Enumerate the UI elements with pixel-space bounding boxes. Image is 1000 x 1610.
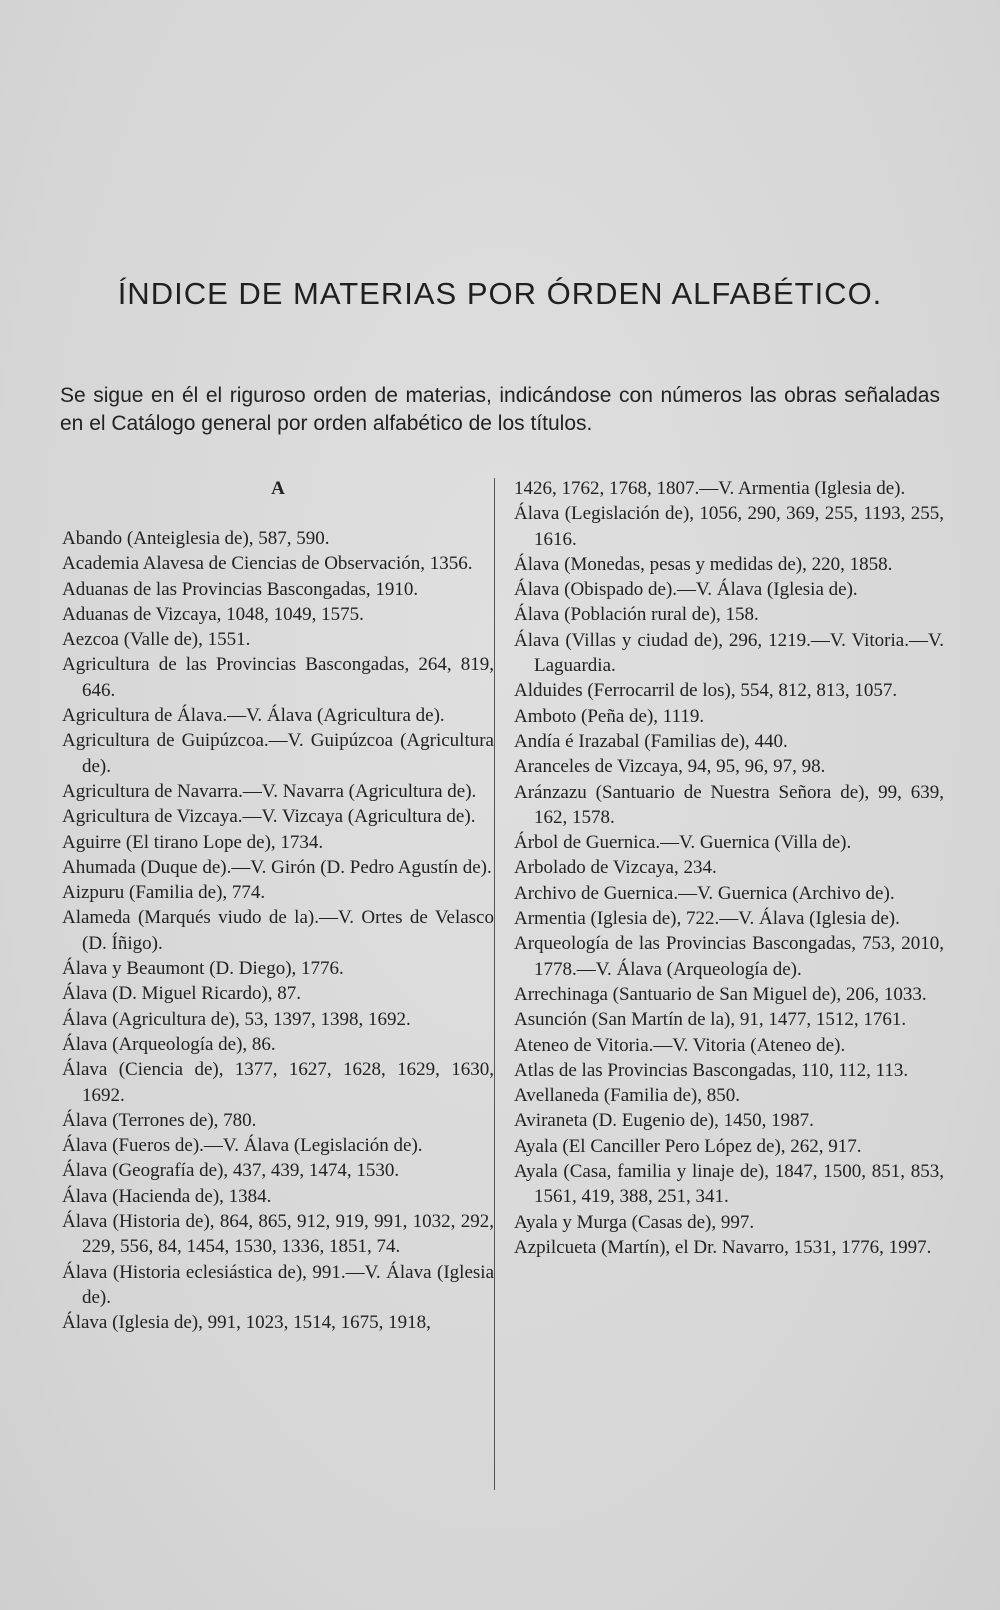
index-entry: Álava (Arqueología de), 86.: [62, 1033, 276, 1055]
index-entry: Álava (Legislación de), 1056, 290, 369, 255, 1193, 255, 1616.: [514, 503, 944, 550]
index-entry: Álava (Población rural de), 158.: [514, 604, 759, 626]
index-entry: Álava (Ciencia de), 1377, 1627, 1628, 1629, 1630, 1692.: [62, 1059, 494, 1106]
index-entry: Agricultura de Vizcaya.—V. Vizcaya (Agricultura de).: [62, 806, 476, 828]
index-entry: Ayala (El Canciller Pero López de), 262, 917.: [514, 1135, 862, 1157]
index-entry: Álava (Fueros de).—V. Álava (Legislación de).: [62, 1135, 423, 1157]
index-entry: Álava (Geografía de), 437, 439, 1474, 1530.: [62, 1160, 400, 1182]
index-entry: Amboto (Peña de), 1119.: [514, 705, 705, 727]
index-entry: Azpilcueta (Martín), el Dr. Navarro, 1531, 1776, 1997.: [514, 1236, 932, 1258]
index-entry: 1426, 1762, 1768, 1807.—V. Armentia (Iglesia de).: [514, 478, 906, 499]
index-entry: Álava (Obispado de).—V. Álava (Iglesia de).: [514, 579, 858, 601]
index-entry: Ayala y Murga (Casas de), 997.: [514, 1211, 755, 1233]
left-column: [62, 476, 494, 1336]
index-entry: Álava (Iglesia de), 991, 1023, 1514, 1675, 1918,: [62, 1312, 431, 1334]
index-entry: Álava (Villas y ciudad de), 296, 1219.—V. Vitoria.—V. Laguardia.: [514, 629, 944, 677]
index-entry: Aguirre (El tirano Lope de), 1734.: [62, 831, 324, 853]
section-letter: A: [271, 478, 285, 499]
right-column: [514, 476, 944, 1260]
index-entry: Atlas de las Provincias Bascongadas, 110, 112, 113.: [514, 1059, 909, 1081]
index-entry: Alameda (Marqués viudo de la).—V. Ortes de Velasco (D. Íñigo).: [62, 907, 494, 954]
index-entry: Agricultura de Navarra.—V. Navarra (Agricultura de).: [62, 780, 477, 802]
page-title: ÍNDICE DE MATERIAS POR ÓRDEN ALFABÉTICO.: [117, 276, 883, 311]
index-entry: Academia Alavesa de Ciencias de Observación, 1356.: [62, 553, 473, 575]
index-entry: Álava (Terrones de), 780.: [62, 1109, 257, 1131]
index-entry: Asunción (San Martín de la), 91, 1477, 1512, 1761.: [514, 1009, 907, 1031]
index-entry: Ayala (Casa, familia y linaje de), 1847, 1500, 851, 853, 1561, 419, 388, 251, 341.: [514, 1161, 944, 1208]
index-entry: Álava (D. Miguel Ricardo), 87.: [62, 983, 302, 1005]
index-entry: Avellaneda (Familia de), 850.: [514, 1085, 740, 1107]
index-entry: Álava (Historia eclesiástica de), 991.—V. Álava (Iglesia de).: [62, 1261, 494, 1308]
index-entry: Agricultura de las Provincias Bascongadas, 264, 819, 646.: [62, 654, 494, 701]
index-entry: Agricultura de Guipúzcoa.—V. Guipúzcoa (Agricultura de).: [62, 730, 494, 777]
column-divider: [494, 478, 495, 1490]
index-entry: Álava (Agricultura de), 53, 1397, 1398, 1692.: [62, 1008, 411, 1030]
index-entry: Arrechinaga (Santuario de San Miguel de), 206, 1033.: [514, 983, 927, 1005]
index-entry: Armentia (Iglesia de), 722.—V. Álava (Iglesia de).: [514, 908, 900, 930]
index-entry: Agricultura de Álava.—V. Álava (Agricultura de).: [62, 705, 445, 727]
intro-paragraph: Se sigue en él el riguroso orden de materias, indicándose con números las obras señaladas en el Catálogo general por orden alfabético de los títulos.: [60, 384, 940, 435]
index-entry: Andía é Irazabal (Familias de), 440.: [514, 730, 788, 752]
index-entry: Álava (Historia de), 864, 865, 912, 919, 991, 1032, 292, 229, 556, 84, 1454, 1530, 1336, 1851, 74.: [62, 1211, 494, 1258]
index-entry: Álava y Beaumont (D. Diego), 1776.: [62, 958, 344, 980]
index-entry: Arqueología de las Provincias Bascongadas, 753, 2010, 1778.—V. Álava (Arqueología de).: [514, 933, 944, 980]
index-entry: Ahumada (Duque de).—V. Girón (D. Pedro Agustín de).: [62, 856, 492, 878]
index-entry: Aviraneta (D. Eugenio de), 1450, 1987.: [514, 1110, 814, 1132]
index-entry: Ateneo de Vitoria.—V. Vitoria (Ateneo de).: [514, 1034, 846, 1056]
index-entry: Aránzazu (Santuario de Nuestra Señora de), 99, 639, 162, 1578.: [514, 781, 944, 828]
index-entry: Aezcoa (Valle de), 1551.: [62, 629, 251, 651]
index-entry: Álava (Monedas, pesas y medidas de), 220, 1858.: [514, 553, 893, 575]
index-entry: Álava (Hacienda de), 1384.: [62, 1185, 272, 1207]
index-entry: Aduanas de las Provincias Bascongadas, 1910.: [62, 578, 419, 600]
index-entry: Árbol de Guernica.—V. Guernica (Villa de).: [514, 832, 852, 854]
index-entry: Aizpuru (Familia de), 774.: [62, 882, 266, 904]
index-entry: Aranceles de Vizcaya, 94, 95, 96, 97, 98.: [514, 756, 826, 778]
index-entry: Arbolado de Vizcaya, 234.: [514, 857, 717, 879]
index-entry: Aduanas de Vizcaya, 1048, 1049, 1575.: [62, 603, 364, 625]
index-entry: Abando (Anteiglesia de), 587, 590.: [62, 528, 330, 549]
index-entry: Alduides (Ferrocarril de los), 554, 812, 813, 1057.: [514, 680, 898, 702]
index-entry: Archivo de Guernica.—V. Guernica (Archivo de).: [514, 882, 895, 904]
